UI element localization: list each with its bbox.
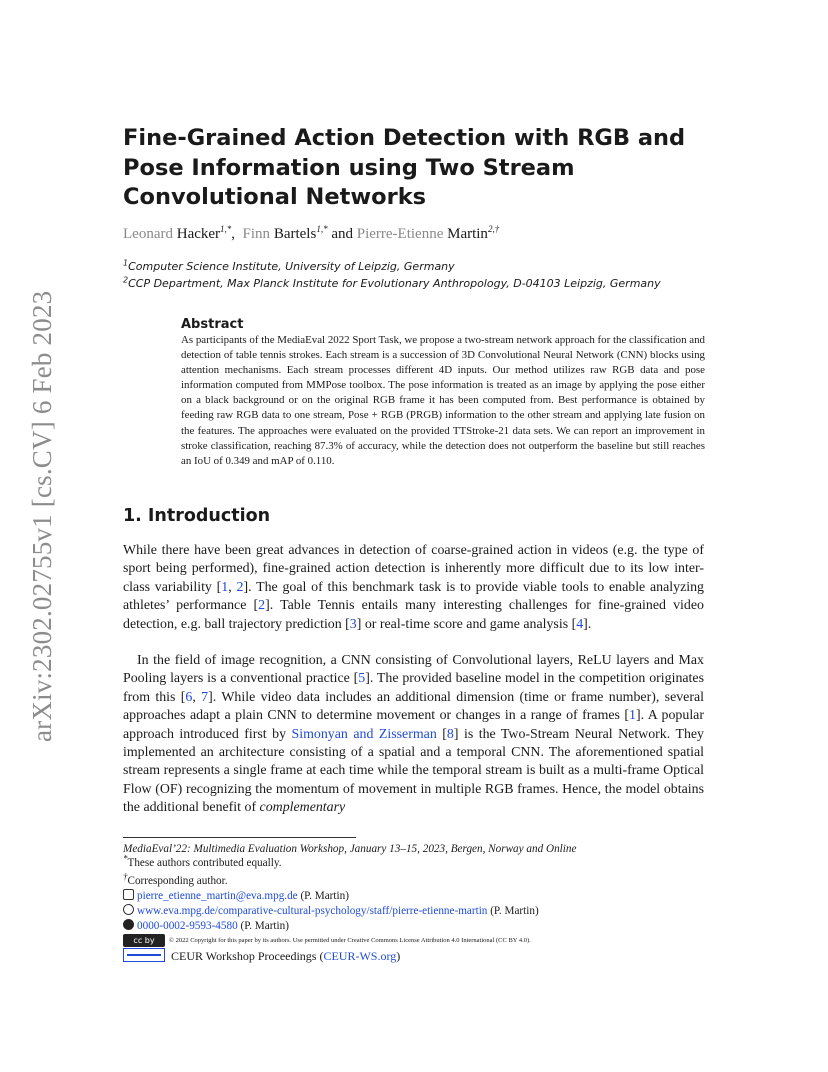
affiliation-mark: 1	[123, 258, 129, 268]
footnote-owner: (P. Martin)	[237, 920, 289, 932]
author-last-name: Hacker	[176, 226, 221, 242]
author-separator: ,	[231, 226, 236, 242]
footnote-workshop: MediaEval’22: Multimedia Evaluation Workshop, January 13–15, 2023, Bergen, Norway and Online	[123, 843, 577, 855]
paper-title: Fine-Grained Action Detection with RGB and Pose Information using Two Stream Convolutional Networks	[123, 125, 686, 210]
author-and: and	[331, 226, 353, 242]
footnote-email	[123, 889, 349, 903]
homepage-link[interactable]: www.eva.mpg.de/comparative-cultural-psychology/staff/pierre-etienne-martin	[137, 905, 488, 917]
cc-by-badge[interactable]: cc by	[123, 934, 165, 947]
author-last-name: Martin	[447, 226, 488, 242]
affiliation-text: Computer Science Institute, University of Leipzig, Germany	[128, 260, 455, 273]
text-run: In the field of image recognition, a CNN consisting of Convolutional layers, ReLU layers and Max Pooling layers is a conventional practice [	[123, 653, 704, 687]
text-run: ].	[583, 616, 592, 632]
citation-link[interactable]: 2	[258, 598, 266, 614]
citation-link[interactable]: 8	[446, 726, 454, 742]
author-marks: 1,*	[316, 224, 328, 234]
text-run: While there have been great advances in detection of coarse-grained action in videos (e.g. the type of sport being performed), fine-grained action detection is inherently more difficult due to its low inter-class variability [	[123, 543, 704, 595]
abstract-heading: Abstract	[181, 317, 244, 332]
orcid-link[interactable]: 0000-0002-9593-4580	[137, 920, 238, 932]
orcid-icon	[123, 919, 134, 930]
citation-link[interactable]: 2	[236, 579, 244, 595]
footnote-mark: *	[123, 853, 128, 864]
envelope-icon	[123, 889, 134, 900]
ceur-link[interactable]: CEUR-WS.org	[323, 949, 397, 963]
affiliation	[123, 277, 661, 290]
citation-link[interactable]: 1	[629, 708, 636, 724]
citation-link[interactable]: Simonyan and Zisserman	[291, 726, 437, 742]
footnote-owner: (P. Martin)	[487, 905, 539, 917]
abstract-text: As participants of the MediaEval 2022 Sport Task, we propose a two-stream network approach for the classification and detection of table tennis strokes. Each stream is a succession of 3D Convolutional Neural Network (CNN) blocks using attention mechanisms. Each stream processes different 4D inputs. Our method utilizes raw RGB data and pose information computed from MMPose toolbox. The pose information is treated as an image by applying the pose either on a black background or on the original RGB frame it has been computed from. Best performance is obtained by feeding raw RGB data to one stream, Pose + RGB (PRGB) information to the other stream and applying late fusion on the features. The approaches were evaluated on the provided TTStroke-21 data sets. We can report an improvement in stroke classification, reaching 87.3% of accuracy, while the detection does not outperform the baseline but still reaches an IoU of 0.349 and mAP of 0.110.	[181, 334, 705, 467]
section-heading-introduction: 1. Introduction	[123, 506, 271, 526]
text-run-italic: complementary	[259, 800, 346, 816]
license-line	[123, 934, 531, 947]
text-run: ]. The provided baseline model in the competition originates from this [	[123, 671, 704, 705]
footnote-text: Corresponding author.	[127, 875, 228, 887]
affiliation-text: CCP Department, Max Planck Institute for Evolutionary Anthropology, D-04103 Leipzig, Germany	[128, 277, 661, 290]
footnote-url	[123, 904, 539, 918]
text-run: ,	[228, 579, 237, 595]
author-first-name[interactable]: Leonard	[123, 226, 173, 242]
license-text: © 2022 Copyright for this paper by its authors. Use permitted under Creative Commons License Attribution 4.0 International (CC BY 4.0).	[169, 936, 531, 944]
citation-link[interactable]: 4	[576, 616, 584, 632]
email-link[interactable]: pierre_etienne_martin@eva.mpg.de	[137, 890, 298, 902]
text-run: ]. While video data includes an additional dimension (time or frame number), several approaches adapt a plain CNN to determine movement or changes in a range of frames [	[123, 689, 704, 724]
citation-link[interactable]: 5	[358, 671, 366, 687]
author-marks: 2,†	[487, 224, 500, 234]
text-run: ]. Table Tennis entails many interesting challenges for fine-grained video detection, e.g. ball trajectory prediction [	[123, 598, 704, 632]
text-run: ]. The goal of this benchmark task is to provide viable tools to enable analyzing athletes’ performance [	[123, 579, 704, 614]
arxiv-stamp: arXiv:2302.02755v1 [cs.CV] 6 Feb 2023	[27, 290, 57, 742]
text-run: ]. A popular approach introduced first by	[123, 708, 704, 742]
author-last-name: Bartels	[273, 226, 317, 242]
footnote-mark: †	[123, 871, 128, 882]
text-run: ,	[192, 689, 202, 705]
ceur-text: )	[396, 949, 401, 963]
text-run: ] is the Two-Stream Neural Network. They implemented an architecture consisting of a spatial and a temporal CNN. The aforementioned spatial stream represents a single frame at each time while the temporal stream is built as a multi-frame Optical Flow (OF) recognizing the momentum of movement in multiple RGB frames. Hence, the model obtains the additional benefit of	[123, 726, 704, 816]
author-marks: 1,*	[220, 224, 232, 234]
ceur-line	[123, 948, 400, 964]
footnote-text: These authors contributed equally.	[127, 857, 282, 869]
affiliation-mark: 2	[123, 275, 129, 285]
text-run: ] or real-time score and game analysis [	[356, 616, 577, 632]
intro-paragraph-1	[123, 542, 704, 634]
intro-paragraph-2	[123, 652, 704, 818]
footnote-corresponding	[123, 871, 228, 888]
author-first-name[interactable]: Finn	[242, 226, 271, 242]
ceur-text: CEUR Workshop Proceedings (	[171, 949, 324, 963]
ceur-logo-icon	[123, 948, 165, 962]
footnote-rule	[123, 837, 356, 838]
affiliation	[123, 260, 455, 273]
author-list	[123, 226, 499, 243]
footnote-orcid	[123, 919, 289, 933]
citation-link[interactable]: 7	[201, 689, 209, 705]
citation-link[interactable]: 1	[221, 579, 229, 595]
citation-link[interactable]: 3	[349, 616, 357, 632]
citation-link[interactable]: 6	[185, 689, 193, 705]
author-first-name[interactable]: Pierre-Etienne	[356, 226, 444, 242]
footnote-owner: (P. Martin)	[297, 890, 349, 902]
footnote-equal-contribution	[123, 853, 282, 870]
globe-icon	[123, 904, 134, 915]
text-run: [	[436, 726, 447, 742]
